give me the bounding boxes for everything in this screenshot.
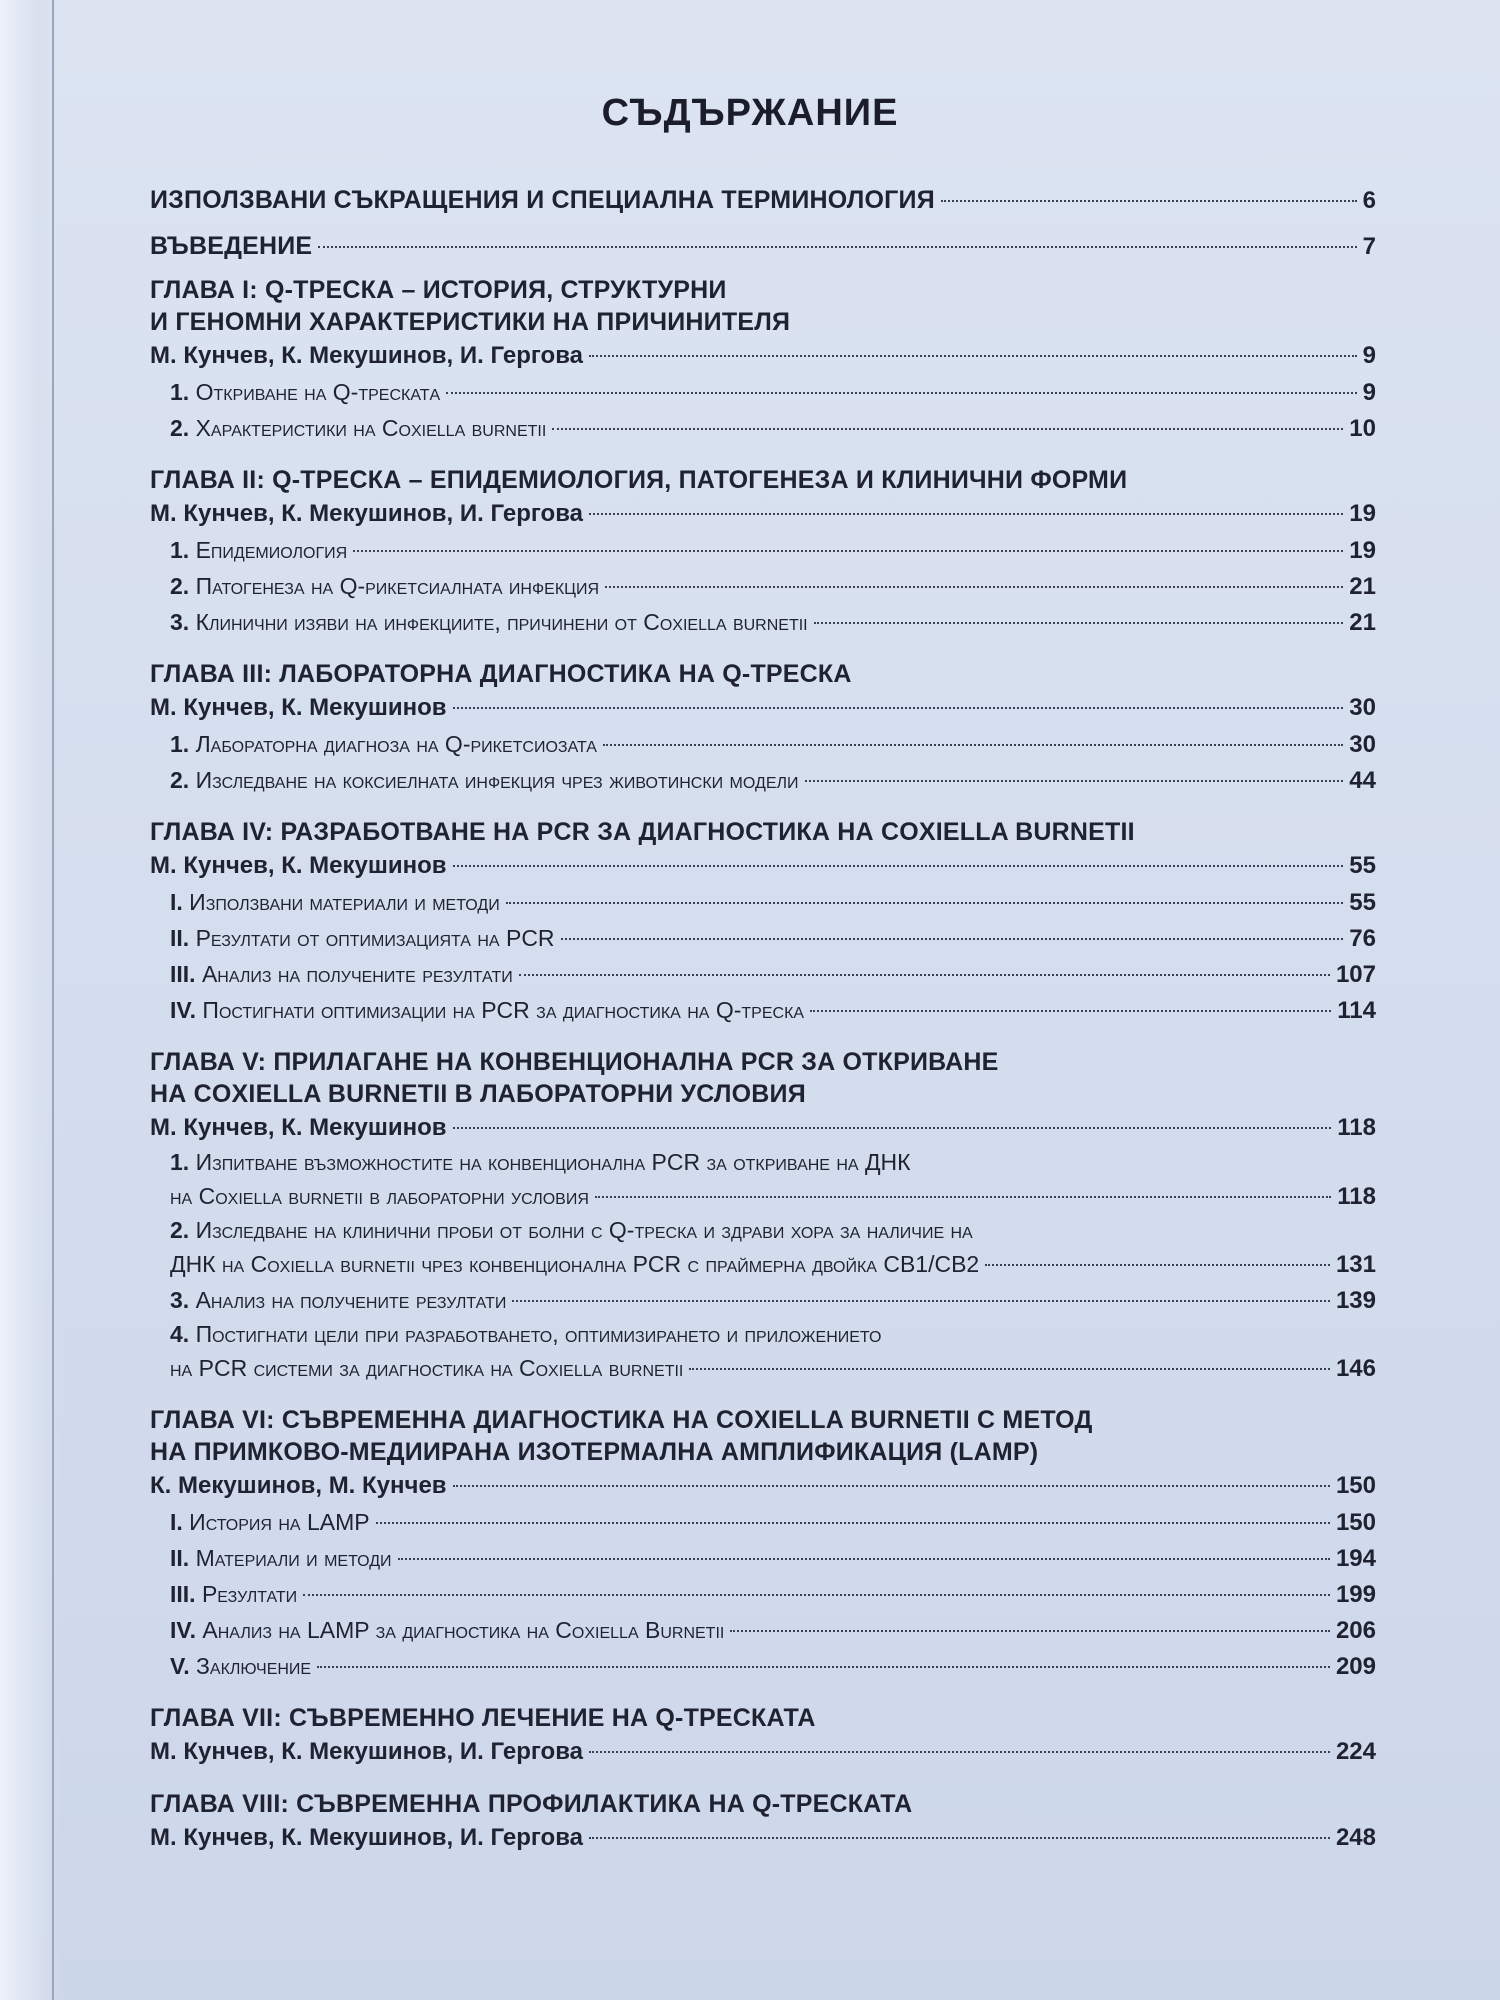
page-number: 9 [1362, 342, 1376, 369]
section-entry-text [150, 1540, 392, 1576]
toc-entry-text: ВЪВЕДЕНИЕ [150, 232, 313, 260]
page-number: 209 [1335, 1653, 1376, 1680]
section-title: Постигнати цели при разработването, оптимизирането и приложението [195, 1321, 882, 1347]
section-entry [150, 1178, 1376, 1214]
dot-leader [446, 392, 1356, 394]
spacer [150, 264, 1376, 274]
section-entry [150, 604, 1376, 640]
section-title: Заключение [196, 1653, 312, 1679]
section-title: Характеристики на Coxiella burnetii [195, 415, 547, 441]
section-entry [150, 1246, 1376, 1282]
chapter-heading [150, 464, 1376, 496]
page-number: 118 [1337, 1114, 1376, 1141]
chapter-heading-text: ГЛАВА III: ЛАБОРАТОРНА ДИАГНОСТИКА НА Q-ТРЕСКА [150, 660, 852, 688]
chapter-authors [150, 848, 1376, 884]
chapter-authors-text: М. Кунчев, К. Мекушинов [150, 852, 447, 879]
section-title: Патогенеза на Q-рикетсиалната инфекция [195, 573, 600, 599]
section-title: Анализ на получените резултати [201, 961, 513, 987]
dot-leader [303, 1594, 1330, 1596]
section-entry [150, 1576, 1376, 1612]
page-number: 206 [1335, 1617, 1376, 1644]
chapter-authors-text: М. Кунчев, К. Мекушинов, И. Гергова [150, 1824, 583, 1851]
chapter-heading [150, 1404, 1376, 1436]
dot-leader [589, 1837, 1330, 1839]
dot-leader [376, 1522, 1330, 1524]
table-of-contents [150, 182, 1376, 1874]
section-entry-text [150, 1612, 724, 1648]
section-number: I. [170, 889, 190, 915]
dot-leader [317, 1666, 1330, 1668]
page-number: 9 [1362, 379, 1376, 406]
section-number: IV. [170, 997, 203, 1023]
section-entry-text [150, 1576, 297, 1612]
section-title: на PCR системи за диагностика на Coxiella burnetii [170, 1355, 684, 1381]
section-entry [150, 884, 1376, 920]
section-title: Анализ на LAMP за диагностика на Coxiella Burnetii [202, 1617, 725, 1643]
spacer [150, 798, 1376, 816]
chapter-heading-text: ГЛАВА V: ПРИЛАГАНЕ НА КОНВЕНЦИОНАЛНА PCR ЗА ОТКРИВАНЕ [150, 1048, 999, 1076]
chapter-heading-text: ГЛАВА IV: РАЗРАБОТВАНЕ НА PCR ЗА ДИАГНОСТИКА НА COXIELLA BURNETII [150, 818, 1135, 846]
page-number: 21 [1349, 573, 1376, 600]
chapter-authors [150, 1820, 1376, 1856]
section-entry [150, 992, 1376, 1028]
section-entry [150, 1214, 1376, 1246]
section-entry-text [150, 1178, 589, 1214]
section-number: III. [170, 1581, 202, 1607]
section-number: 3. [170, 609, 196, 635]
section-entry-text [150, 884, 500, 920]
page-number: 224 [1335, 1738, 1376, 1765]
page-number: 248 [1335, 1824, 1376, 1851]
spacer [150, 1770, 1376, 1788]
page-number: 199 [1335, 1581, 1376, 1608]
dot-leader [985, 1264, 1330, 1266]
dot-leader [810, 1010, 1331, 1012]
page-number: 19 [1349, 537, 1376, 564]
page-number: 44 [1349, 767, 1376, 794]
page-number: 194 [1335, 1545, 1376, 1572]
spacer [150, 1028, 1376, 1046]
chapter-heading-text: ГЛАВА II: Q-ТРЕСКА – ЕПИДЕМИОЛОГИЯ, ПАТОГЕНЕЗА И КЛИНИЧНИ ФОРМИ [150, 466, 1128, 494]
section-entry-text [150, 1648, 311, 1684]
toc-title: СЪДЪРЖАНИЕ [601, 92, 899, 134]
section-entry [150, 1282, 1376, 1318]
chapter-authors [150, 1734, 1376, 1770]
page-number: 139 [1335, 1287, 1376, 1314]
section-entry [150, 410, 1376, 446]
dot-leader [453, 1485, 1330, 1487]
page-number: 55 [1349, 889, 1376, 916]
section-entry [150, 1350, 1376, 1386]
section-entry [150, 374, 1376, 410]
chapter-authors-text: М. Кунчев, К. Мекушинов, И. Гергова [150, 1738, 583, 1765]
section-entry [150, 568, 1376, 604]
section-entry-text [150, 956, 513, 992]
page-number: 76 [1349, 925, 1376, 952]
section-entry-text [150, 1146, 911, 1178]
section-number: I. [170, 1509, 190, 1535]
section-title: Материали и методи [195, 1545, 392, 1571]
section-entry-text [150, 568, 599, 604]
page-number: 107 [1335, 961, 1376, 988]
page-number: 30 [1349, 731, 1376, 758]
dot-leader [519, 974, 1330, 976]
page-number: 118 [1337, 1183, 1376, 1210]
toc-entry [150, 228, 1376, 264]
dot-leader [595, 1196, 1331, 1198]
dot-leader [589, 1751, 1330, 1753]
dot-leader [603, 744, 1343, 746]
chapter-authors-text: М. Кунчев, К. Мекушинов, И. Гергова [150, 500, 583, 527]
dot-leader [506, 902, 1344, 904]
spacer [150, 640, 1376, 658]
dot-leader [689, 1368, 1330, 1370]
section-title: История на LAMP [189, 1509, 370, 1535]
page-number: 131 [1335, 1251, 1376, 1278]
section-entry-text [150, 604, 808, 640]
chapter-heading [150, 1702, 1376, 1734]
section-entry [150, 1318, 1376, 1350]
spacer [150, 446, 1376, 464]
section-number: 2. [170, 573, 196, 599]
chapter-heading [150, 1788, 1376, 1820]
toc-entry [150, 182, 1376, 218]
chapter-authors-text: М. Кунчев, К. Мекушинов, И. Гергова [150, 342, 583, 369]
section-entry-text [150, 992, 804, 1028]
section-entry-text [150, 374, 440, 410]
dot-leader [805, 780, 1344, 782]
chapter-heading [150, 658, 1376, 690]
page-edge-line [52, 0, 54, 2000]
section-title: Лабораторна диагноза на Q-рикетсиозата [195, 731, 597, 757]
section-number: 1. [170, 1149, 196, 1175]
section-entry-text [150, 1318, 881, 1350]
page-number: 150 [1335, 1472, 1376, 1499]
section-title: Изследване на коксиелната инфекция чрез животински модели [195, 767, 799, 793]
section-title: Анализ на получените резултати [195, 1287, 507, 1313]
page-number: 114 [1337, 997, 1376, 1024]
section-number: 4. [170, 1321, 196, 1347]
section-entry [150, 920, 1376, 956]
dot-leader [589, 355, 1357, 357]
section-title: на Coxiella burnetii в лабораторни условия [170, 1183, 589, 1209]
dot-leader [512, 1300, 1330, 1302]
chapter-authors [150, 338, 1376, 374]
chapter-authors-text: М. Кунчев, К. Мекушинов [150, 1114, 447, 1141]
dot-leader [398, 1558, 1330, 1560]
dot-leader [941, 200, 1357, 202]
section-entry [150, 1504, 1376, 1540]
toc-entry-text: ИЗПОЛЗВАНИ СЪКРАЩЕНИЯ И СПЕЦИАЛНА ТЕРМИНОЛОГИЯ [150, 186, 935, 214]
section-number: 3. [170, 1287, 196, 1313]
section-entry-text [150, 920, 555, 956]
section-entry-text [150, 762, 799, 798]
page-number: 150 [1335, 1509, 1376, 1536]
section-title: Епидемиология [195, 537, 348, 563]
spacer [150, 1386, 1376, 1404]
section-entry [150, 1146, 1376, 1178]
chapter-authors [150, 690, 1376, 726]
section-entry [150, 1540, 1376, 1576]
section-number: III. [170, 961, 202, 987]
chapter-authors-text: М. Кунчев, К. Мекушинов [150, 694, 447, 721]
section-entry-text [150, 1350, 683, 1386]
chapter-heading-text: НА COXIELLA BURNETII В ЛАБОРАТОРНИ УСЛОВИЯ [150, 1080, 806, 1108]
section-entry [150, 762, 1376, 798]
chapter-heading-text: ГЛАВА VI: СЪВРЕМЕННА ДИАГНОСТИКА НА COXIELLA BURNETII С МЕТОД [150, 1406, 1093, 1434]
section-entry-text [150, 1282, 506, 1318]
chapter-heading [150, 1046, 1376, 1078]
section-number: II. [170, 925, 196, 951]
dot-leader [453, 1127, 1332, 1129]
section-title: Резултати [201, 1581, 298, 1607]
section-entry [150, 726, 1376, 762]
page-number: 10 [1349, 415, 1376, 442]
spacer [150, 1684, 1376, 1702]
chapter-authors [150, 1468, 1376, 1504]
section-entry-text [150, 1214, 973, 1246]
chapter-heading [150, 1436, 1376, 1468]
section-entry [150, 1648, 1376, 1684]
chapter-authors [150, 1110, 1376, 1146]
section-entry-text [150, 726, 597, 762]
dot-leader [453, 865, 1344, 867]
section-number: II. [170, 1545, 196, 1571]
chapter-heading [150, 1078, 1376, 1110]
section-number: 2. [170, 767, 196, 793]
page-spine-shadow [0, 0, 60, 2000]
chapter-heading-text: ГЛАВА VII: СЪВРЕМЕННО ЛЕЧЕНИЕ НА Q-ТРЕСКАТА [150, 1704, 816, 1732]
section-number: 2. [170, 1217, 196, 1243]
dot-leader [605, 586, 1343, 588]
page-number: 7 [1362, 233, 1376, 260]
chapter-heading-text: И ГЕНОМНИ ХАРАКТЕРИСТИКИ НА ПРИЧИНИТЕЛЯ [150, 308, 791, 336]
page-number: 6 [1362, 187, 1376, 214]
dot-leader [353, 550, 1343, 552]
section-number: 1. [170, 537, 196, 563]
section-number: 1. [170, 731, 196, 757]
section-title: Постигнати оптимизации на PCR за диагностика на Q-треска [202, 997, 805, 1023]
chapter-heading [150, 274, 1376, 306]
section-title: Изследване на клинични проби от болни с Q-треска и здрави хора за наличие на [195, 1217, 973, 1243]
page-number: 19 [1349, 500, 1376, 527]
page-number: 146 [1335, 1355, 1376, 1382]
chapter-heading-text: ГЛАВА I: Q-ТРЕСКА – ИСТОРИЯ, СТРУКТУРНИ [150, 276, 727, 304]
section-title: Клинични изяви на инфекциите, причинени от Coxiella burnetii [195, 609, 808, 635]
section-entry-text [150, 410, 546, 446]
page-number: 55 [1349, 852, 1376, 879]
section-title: Резултати от оптимизацията на PCR [195, 925, 555, 951]
dot-leader [552, 428, 1343, 430]
dot-leader [589, 513, 1343, 515]
chapter-heading [150, 816, 1376, 848]
dot-leader [814, 622, 1344, 624]
dot-leader [318, 246, 1356, 248]
section-entry [150, 532, 1376, 568]
chapter-heading-text: ГЛАВА VIII: СЪВРЕМЕННА ПРОФИЛАКТИКА НА Q-ТРЕСКАТА [150, 1790, 913, 1818]
section-title: ДНК на Coxiella burnetii чрез конвенционална PCR с праймерна двойка CB1/CB2 [170, 1251, 980, 1277]
section-title: Използвани материали и методи [189, 889, 500, 915]
dot-leader [453, 707, 1344, 709]
chapter-authors-text: К. Мекушинов, М. Кунчев [150, 1472, 447, 1499]
page-number: 30 [1349, 694, 1376, 721]
dot-leader [730, 1630, 1330, 1632]
chapter-heading-text: НА ПРИМКОВО-МЕДИИРАНА ИЗОТЕРМАЛНА АМПЛИФИКАЦИЯ (LAMP) [150, 1438, 1039, 1466]
section-number: IV. [170, 1617, 203, 1643]
page-number: 21 [1349, 609, 1376, 636]
section-entry-text [150, 532, 347, 568]
section-entry [150, 1612, 1376, 1648]
chapter-heading [150, 306, 1376, 338]
spacer [150, 218, 1376, 228]
dot-leader [561, 938, 1344, 940]
section-number: 2. [170, 415, 196, 441]
section-title: Откриване на Q-трескатa [195, 379, 441, 405]
section-title: Изпитване възможностите на конвенционална PCR за откриване на ДНК [195, 1149, 911, 1175]
section-number: V. [170, 1653, 197, 1679]
section-number: 1. [170, 379, 196, 405]
chapter-authors [150, 496, 1376, 532]
section-entry-text [150, 1504, 370, 1540]
spacer [150, 1856, 1376, 1874]
section-entry-text [150, 1246, 979, 1282]
section-entry [150, 956, 1376, 992]
